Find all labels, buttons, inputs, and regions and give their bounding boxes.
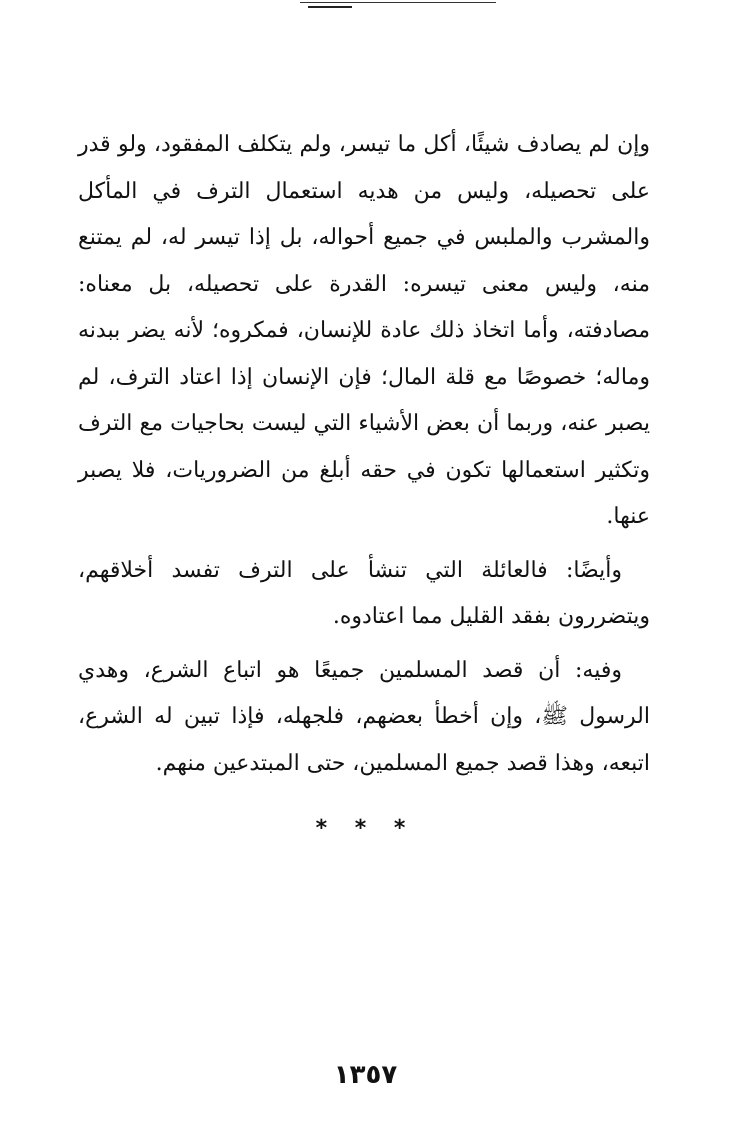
top-rule-accent bbox=[308, 6, 352, 8]
paragraph-1: وإن لم يصادف شيئًا، أكل ما تيسر، ولم يتكلف المفقود، ولو قدر على تحصيله، وليس من هديه استعمال الترف في المأكل والمشرب والملبس في جميع أحواله، بل إذا تيسر له، لم يمتنع منه، وليس معنى تيسره: القدرة على تحصيله، بل معناه: مصادفته، وأما اتخاذ ذلك عادة للإنسان، فمكروه؛ لأنه يضر ببدنه وماله؛ خصوصًا مع قلة المال؛ فإن الإنسان إذا اعتاد الترف، لم يصبر عنه، وربما أن بعض الأشياء التي ليست بحاجيات مع الترف وتكثير استعمالها تكون في حقه أبلغ من الضروريات، فلا يصبر عنها. bbox=[78, 132, 650, 529]
page-body bbox=[78, 122, 650, 787]
paragraph-3: وفيه: أن قصد المسلمين جميعًا هو اتباع الشرع، وهدي الرسول ﷺ، وإن أخطأ بعضهم، فلجهله، فإذا تبين له الشرع، اتبعه، وهذا قصد جميع المسلمين، حتى المبتدعين منهم. bbox=[78, 657, 650, 776]
page-number: ١٣٥٧ bbox=[333, 1060, 398, 1090]
top-rule bbox=[300, 2, 496, 3]
section-separator: * * * bbox=[315, 816, 416, 841]
paragraph-2: وأيضًا: فالعائلة التي تنشأ على الترف تفسد أخلاقهم، ويتضررون بفقد القليل مما اعتادوه. bbox=[78, 557, 650, 629]
